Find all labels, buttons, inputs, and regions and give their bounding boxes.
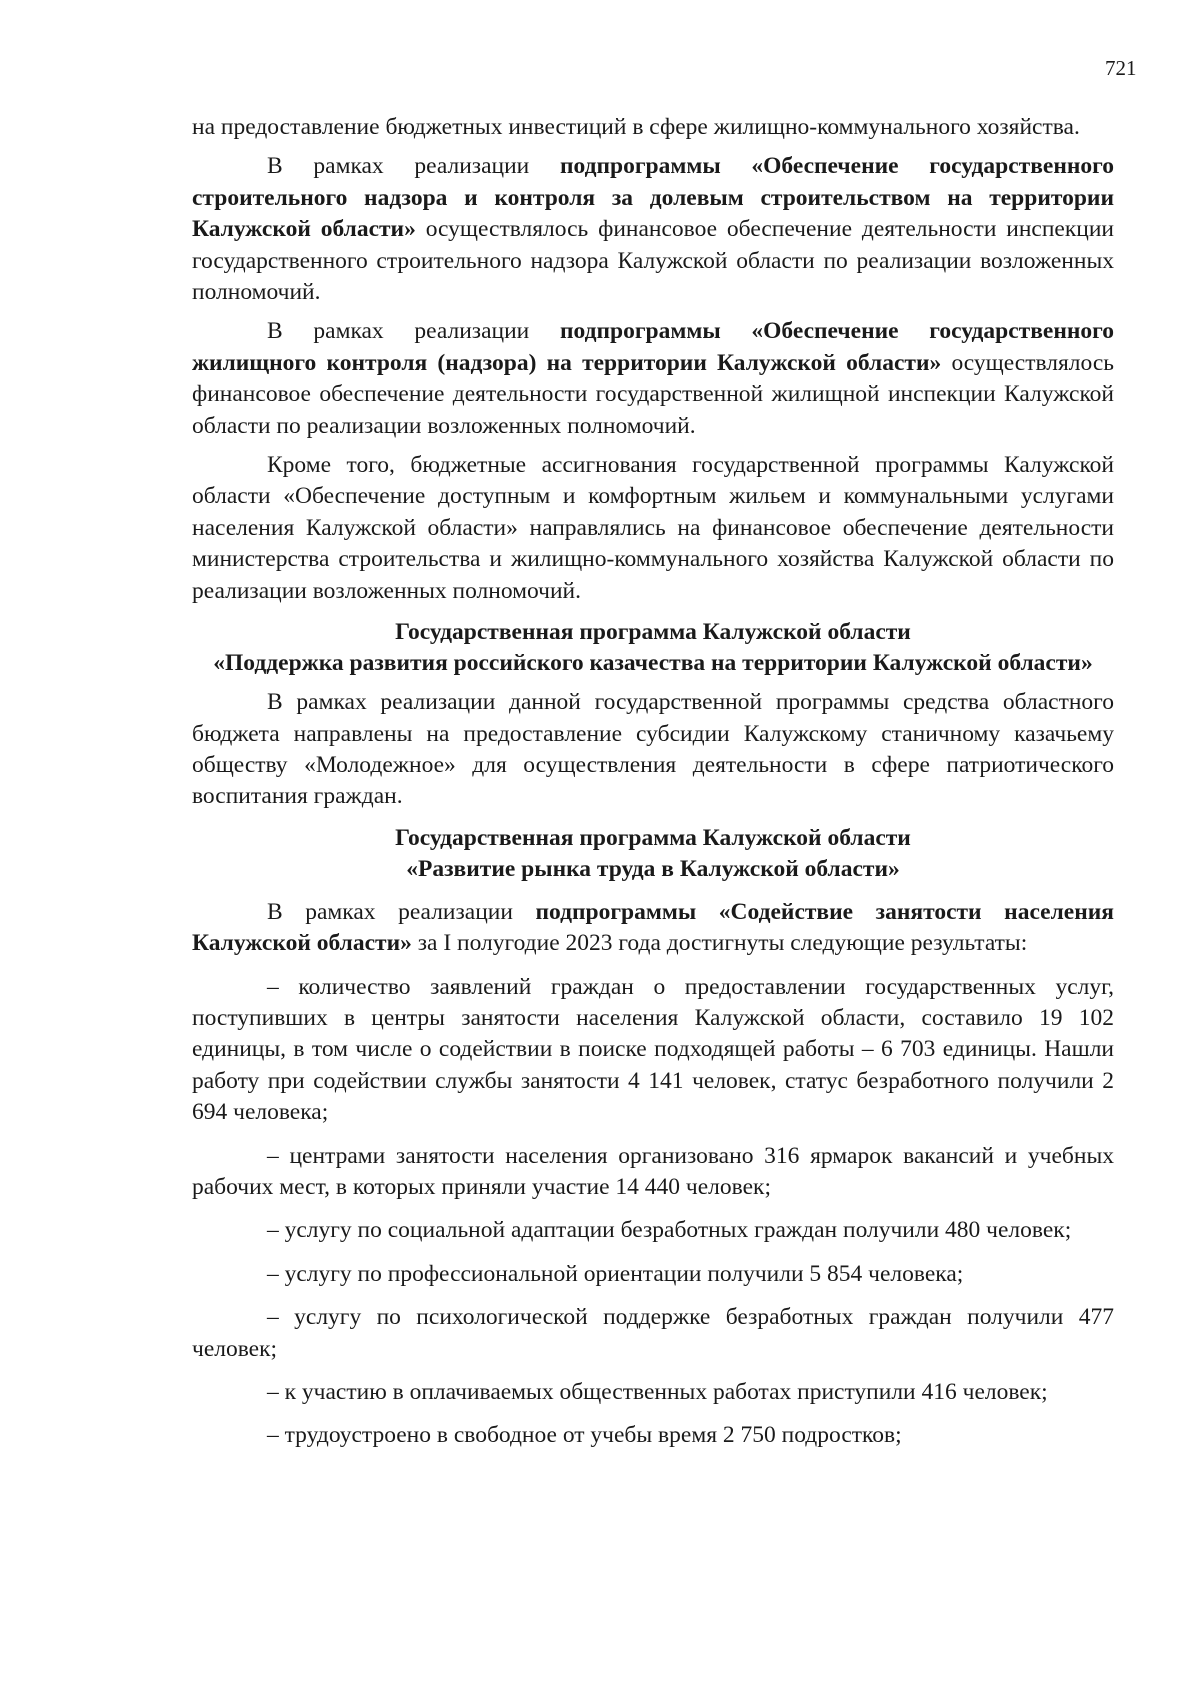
page-number: 721 xyxy=(1105,56,1137,80)
paragraph-lead: В рамках реализации xyxy=(267,318,560,345)
paragraph-lead: В рамках реализации xyxy=(267,898,536,925)
document-body xyxy=(192,112,1114,1452)
paragraph-cossacks-program: В рамках реализации данной государственной программы средства областного бюджета направлены на предоставление субсидии Калужскому станичному казачьему обществу «Молодежное» для осуществления деятельности в сфере патриотического воспитания граждан. xyxy=(192,689,1114,810)
section-heading-cossacks xyxy=(192,617,1114,679)
paragraph-construction-supervision xyxy=(192,151,1114,308)
paragraph-employment-results xyxy=(192,897,1114,960)
subprogram-title: подпрограммы «Обеспечение государственного строительного надзора и контроля за долевым строительством на территории Калужской области» xyxy=(192,153,1114,243)
list-item: – услугу по профессиональной ориентации получили 5 854 человека; xyxy=(267,1260,964,1287)
list-item: – к участию в оплачиваемых общественных работах приступили 416 человек; xyxy=(267,1379,1048,1405)
heading-line: Государственная программа Калужской области xyxy=(395,619,911,646)
paragraph-budget-allocations: Кроме того, бюджетные ассигнования государственной программы Калужской области «Обеспечение доступным и комфортным жильем и коммунальными услугами населения Калужской области» направлялись на финансовое обеспечение деятельности министерства строительства и жилищно-коммунального хозяйства Калужской области по реализации возложенных полномочий. xyxy=(192,452,1114,604)
list-item: – услугу по психологической поддержке безработных граждан получили 477 человек; xyxy=(192,1304,1114,1362)
paragraph-text: за I полугодие 2023 года достигнуты следующие результаты: xyxy=(411,930,1028,957)
paragraph-text: осуществлялось финансовое обеспечение деятельности государственной жилищной инспекции Калужской области по реализации возложенных полномочий. xyxy=(192,349,1114,439)
heading-line: Государственная программа Калужской области xyxy=(395,824,911,851)
section-heading-labor-market xyxy=(192,823,1114,885)
subprogram-title: подпрограммы «Обеспечение государственного жилищного контроля (надзора) на территории Калужской области» xyxy=(192,318,1114,376)
heading-line: «Развитие рынка труда в Калужской области» xyxy=(406,855,900,882)
heading-line: «Поддержка развития российского казачества на территории Калужской области» xyxy=(213,650,1093,677)
list-item: – трудоустроено в свободное от учебы время 2 750 подростков; xyxy=(267,1422,902,1449)
paragraph-text: осуществлялось финансовое обеспечение деятельности инспекции государственного строительного надзора Калужской области по реализации возложенных полномочий. xyxy=(192,216,1114,306)
paragraph-housing-control xyxy=(192,316,1114,442)
list-item: – количество заявлений граждан о предоставлении государственных услуг, поступивших в центры занятости населения Калужской области, составило 19 102 единицы, в том числе о содействии в поиске подходящей работы – 6 703 единицы. Нашли работу при содействии службы занятости 4 141 человек, статус безработного получили 2 694 человека; xyxy=(192,973,1114,1126)
list-item: – услугу по социальной адаптации безработных граждан получили 480 человек; xyxy=(267,1217,1072,1244)
list-item: – центрами занятости населения организовано 316 ярмарок вакансий и учебных рабочих мест, в которых приняли участие 14 440 человек; xyxy=(192,1142,1114,1200)
subprogram-title: подпрограммы «Содействие занятости населения Калужской области» xyxy=(192,898,1114,957)
paragraph-continuation: на предоставление бюджетных инвестиций в сфере жилищно-коммунального хозяйства. xyxy=(192,114,1080,140)
paragraph-lead: В рамках реализации xyxy=(267,153,560,180)
